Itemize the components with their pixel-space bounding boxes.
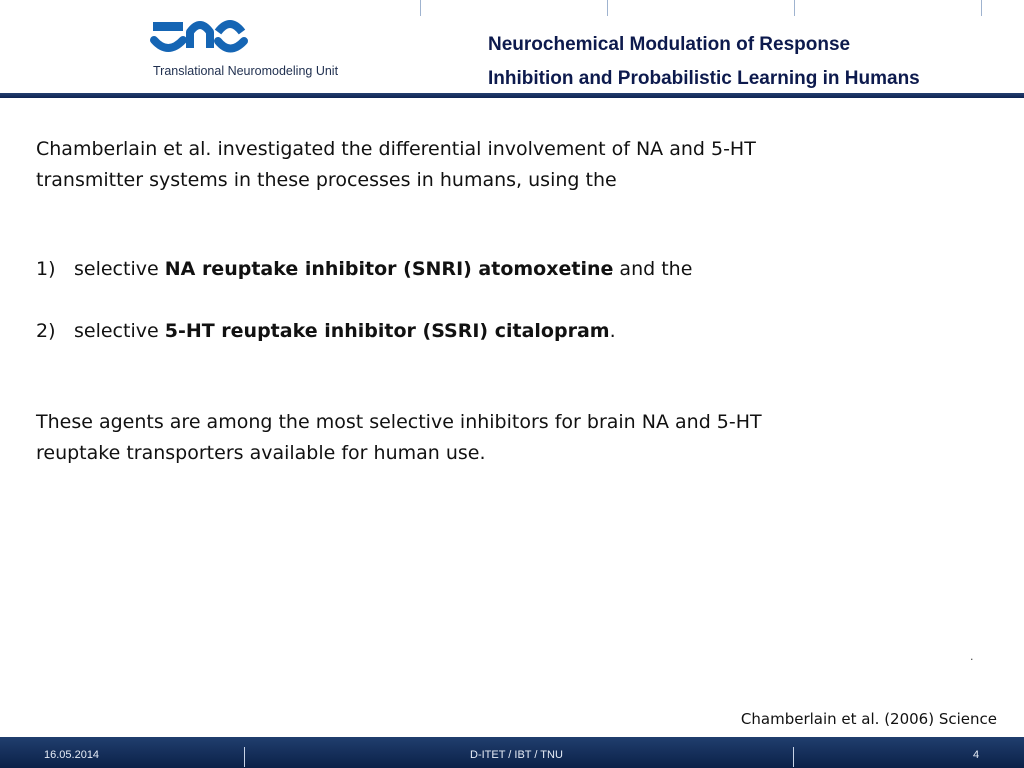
header-rule [0,93,1024,98]
intro-line-2: transmitter systems in these processes in humans, using the [36,169,617,191]
list-item [36,254,936,285]
header-tick [981,0,982,16]
footer-separator [244,747,245,767]
closing-line-2: reuptake transporters available for human use. [36,442,486,464]
title-line-1: Neurochemical Modulation of Response [488,34,851,55]
tnu-logo-icon [150,14,250,60]
list-prefix: selective [74,320,165,342]
list-prefix: selective [74,258,165,280]
intro-paragraph [36,134,936,196]
footer-date: 16.05.2014 [44,749,100,761]
list-suffix: and the [613,258,693,280]
list-item [36,316,936,347]
list-bold-term: NA reuptake inhibitor (SNRI) atomoxetine [164,258,614,280]
stray-dot: . [970,650,974,663]
citation: Chamberlain et al. (2006) Science [740,710,997,728]
list-suffix: . [609,320,616,342]
slide-footer [0,737,1024,768]
footer-separator [793,747,794,767]
header-tick [420,0,421,16]
slide-header [0,0,1024,100]
footer-department: D-ITET / IBT / TNU [470,749,563,761]
title-line-2: Inhibition and Probabilistic Learning in Humans [488,68,920,89]
list-number: 2) [36,320,56,342]
list-bold-term: 5-HT reuptake inhibitor (SSRI) citalopram [164,320,610,342]
logo-text: Translational Neuromodeling Unit [153,64,339,78]
slide-title [488,28,1018,96]
footer-page-number: 4 [973,749,980,761]
intro-line-1: Chamberlain et al. investigated the differential involvement of NA and 5-HT [36,138,756,160]
closing-line-1: These agents are among the most selective inhibitors for brain NA and 5-HT [36,411,762,433]
list-number: 1) [36,258,56,280]
closing-paragraph [36,407,936,469]
slide-body [36,134,936,469]
header-tick [607,0,608,16]
header-tick [794,0,795,16]
